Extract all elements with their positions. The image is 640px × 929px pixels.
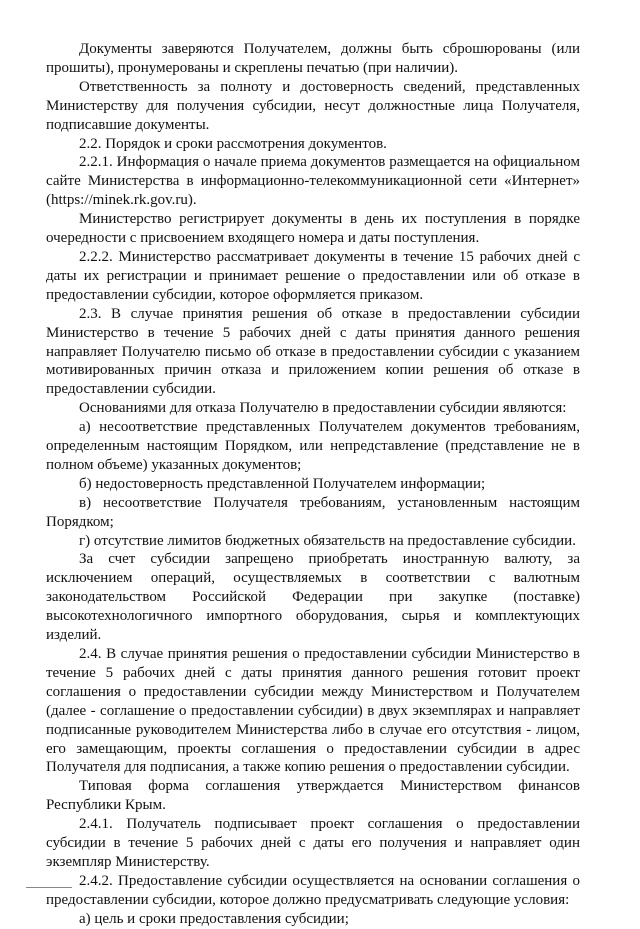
footer-divider bbox=[26, 887, 72, 888]
paragraph-standard-form: Типовая форма соглашения утверждается Министерством финансов Республики Крым. bbox=[46, 778, 580, 814]
paragraph-registration: Министерство регистрирует документы в день их поступления в порядке очередности с присвоением входящего номера и даты поступления. bbox=[46, 211, 580, 247]
document-page bbox=[46, 40, 580, 929]
paragraph-documents-certification: Документы заверяются Получателем, должны быть сброшюрованы (или прошиты), пронумерованы и скреплены печатью (при наличии). bbox=[46, 41, 580, 76]
list-item-b: б) недостоверность представленной Получателем информации; bbox=[79, 475, 486, 492]
paragraph-2-3: 2.3. В случае принятия решения об отказе в предоставлении субсидии Министерство в течение 5 рабочих дней с даты принятия данного решения направляет Получателю письмо об отказе в предоставлении субсидии с указанием мотивированных причин отказа и приложением копии решения об отказе в предоставлении субсидии. bbox=[46, 305, 580, 398]
paragraph-2-4-1: 2.4.1. Получатель подписывает проект соглашения о предоставлении субсидии в течение 5 рабочих дней с даты его получения и направляет один экземпляр Министерству. bbox=[46, 816, 580, 870]
list-item-a: а) несоответствие представленных Получателем документов требованиям, определенным настоящим Порядком, или непредставление (представление не в полном объеме) указанных документов; bbox=[46, 419, 580, 473]
section-heading-2-2: 2.2. Порядок и сроки рассмотрения документов. bbox=[79, 135, 387, 152]
paragraph-2-2-1: 2.2.1. Информация о начале приема документов размещается на официальном сайте Министерства в информационно-телекоммуникационной сети «Интернет» (https://minek.rk.gov.ru). bbox=[46, 154, 580, 209]
list-item-g: г) отсутствие лимитов бюджетных обязательств на предоставление субсидии. bbox=[79, 532, 576, 549]
paragraph-refusal-grounds: Основаниями для отказа Получателю в предоставлении субсидии являются: bbox=[79, 400, 567, 417]
paragraph-2-4-2: 2.4.2. Предоставление субсидии осуществляется на основании соглашения о предоставлении субсидии, которое должно предусматривать следующие условия: bbox=[46, 872, 580, 908]
paragraph-2-2-2: 2.2.2. Министерство рассматривает документы в течение 15 рабочих дней с даты их регистрации и принимает решение о предоставлении или об отказе в предоставлении субсидии, которое оформляется приказом. bbox=[46, 248, 580, 303]
paragraph-responsibility: Ответственность за полноту и достоверность сведений, представленных Министерству для получения субсидии, несут должностные лица Получателя, подписавшие документы. bbox=[46, 78, 580, 133]
list-item-a-purpose: а) цель и сроки предоставления субсидии; bbox=[79, 910, 349, 927]
list-item-v: в) несоответствие Получателя требованиям, установленным настоящим Порядком; bbox=[46, 494, 580, 530]
paragraph-2-4: 2.4. В случае принятия решения о предоставлении субсидии Министерство в течение 5 рабочих дней с даты принятия данного решения готовит проект соглашения о предоставлении субсидии между Министерством и Получателем (далее - соглашение о предоставлении субсидии) в двух экземплярах и направляет подписанные руководителем Министерства либо в случае его отсутствия - лицом, его замещающим, проекты соглашения о предоставлении субсидии в адрес Получателя для подписания, а также копию решения о предоставлении субсидии. bbox=[46, 646, 580, 776]
paragraph-currency-restriction: За счет субсидии запрещено приобретать иностранную валюту, за исключением операций, осуществляемых в соответствии с валютным законодательством Российской Федерации при закупке (поставке) высокотехнологичного импортного оборудования, сырья и комплектующих изделий. bbox=[46, 551, 580, 644]
